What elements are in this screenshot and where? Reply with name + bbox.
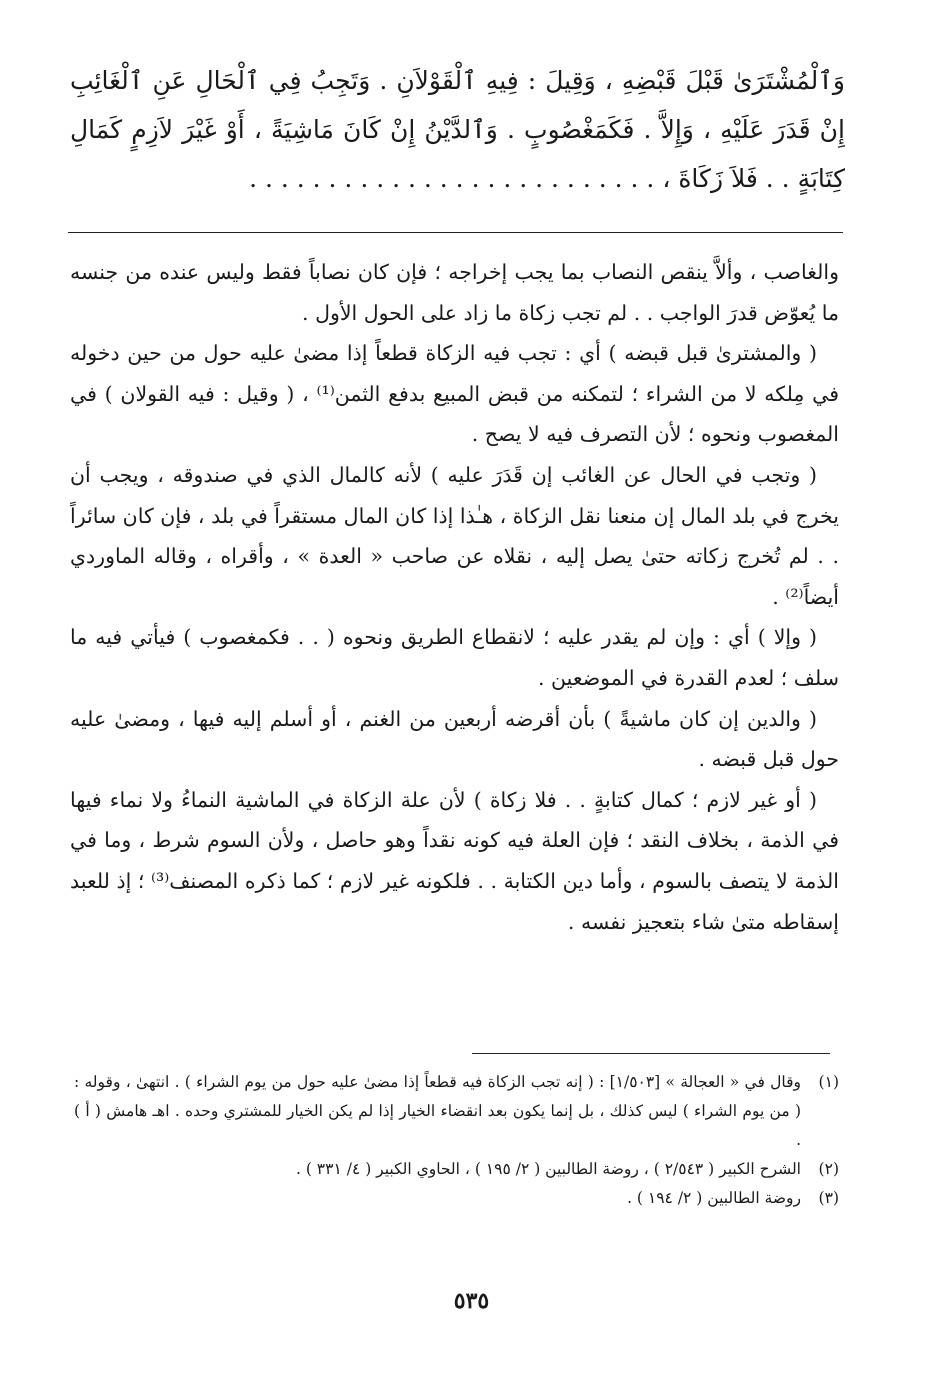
matn-dots: . . . . . . . . . . . . . . . . . . . . . . . . . .: [249, 164, 655, 193]
commentary-paragraph: ( أو غير لازم ؛ كمال كتابةٍ . . فلا زكاة ) لأن علة الزكاة في الماشية النماءُ ولا نماء فيها في الذمة ، بخلاف النقد ؛ فإن العلة فيه كونه نقداً وهو حاصل ، ولأن السوم شرط ، وما في الذمة لا يتصف بالسوم ، وأما دين الكتابة . . فلكونه غير لازم ؛ كما ذكره المصنف⁽³⁾ ؛ إذ للعبد إسقاطه متىٰ شاء بتعجيز نفسه .: [70, 787, 839, 934]
footnote-number: (٣): [818, 1189, 839, 1207]
footnote: [74, 1184, 839, 1213]
footnote-number: (١): [818, 1073, 839, 1091]
matn-body: وَٱلْمُشْتَرَىٰ قَبْلَ قَبْضِهِ ، وَقِيلَ : فِيهِ ٱلْقَوْلاَنِ . وَتَجِبُ فِي ٱلْحَالِ عَنِ ٱلْغَائِبِ إِنْ قَدَرَ عَلَيْهِ ، وَإِلاَّ . فَكَمَغْصُوبٍ . وَٱلدَّيْنُ إِنْ كَانَ مَاشِيَةً ، أَوْ غَيْرَ لاَزِمٍ كَمَالِ كِتَابَةٍ . . فَلاَ زَكَاةَ ،: [70, 66, 845, 193]
commentary-paragraph: ( والمشترىٰ قبل قبضه ) أي : تجب فيه الزكاة قطعاً إذا مضىٰ عليه حول من حين دخوله في مِلكه لا من الشراء ؛ لتمكنه من قبض المبيع بدفع الثمن⁽¹⁾ ، ( وقيل : فيه القولان ) في المغصوب ونحوه ؛ لأن التصرف فيه لا يصح .: [70, 341, 840, 447]
commentary-paragraph: ( والدين إن كان ماشيةً ) بأن أقرضه أربعين من الغنم ، أو أسلم إليه فيها ، ومضىٰ عليه حول قبل قبضه .: [70, 706, 839, 772]
page-number: ٥٣٥: [453, 1288, 490, 1314]
footnote-text: وقال في « العجالة » [١/٥٠٣] : ( إنه تجب الزكاة فيه قطعاً إذا مضىٰ عليه حول من يوم الشراء ) . انتهىٰ ، وقوله : ( من يوم الشراء ) ليس كذلك ، بل إنما يكون بعد انقضاء الخيار إذا لم يكن الخيار للمشتري وحده . اهـ هامش ( أ ) .: [74, 1073, 802, 1149]
footnote: [74, 1155, 839, 1184]
commentary-paragraph: ( وتجب في الحال عن الغائب إن قَدَرَ عليه ) لأنه كالمال الذي في صندوقه ، ويجب أن يخرج في بلد المال إن منعنا نقل الزكاة ، هـٰذا إذا كان المال مستقراً في بلد ، فإن كان سائراً . . لم تُخرج زكاته حتىٰ يصل إليه ، نقلاه عن صاحب « العدة » ، وأقراه ، وقاله الماوردي أيضاً⁽²⁾ .: [70, 462, 839, 609]
footnote-separator-line: [472, 1053, 830, 1054]
footnote-number: (٢): [818, 1160, 839, 1178]
matn-text: [70, 56, 845, 203]
footnote-text: روضة الطالبين ( ٢/ ١٩٤ ) .: [627, 1189, 801, 1207]
footnote: [74, 1068, 839, 1155]
footnotes: [74, 1068, 839, 1213]
footnote-text: الشرح الكبير ( ٢/٥٤٣ ) ، روضة الطالبين ( ٢/ ١٩٥ ) ، الحاوي الكبير ( ٤/ ٣٣١ ) .: [295, 1160, 801, 1178]
commentary-paragraph: والغاصب ، وألاَّ ينقص النصاب بما يجب إخراجه ؛ فإن كان نصاباً فقط وليس عنده من جنسه ما يُعوّض قدرَ الواجب . . لم تجب زكاة ما زاد على الحول الأول .: [70, 260, 839, 325]
commentary-paragraph: ( وإلا ) أي : وإن لم يقدر عليه ؛ لانقطاع الطريق ونحوه ( . . فكمغصوب ) فيأتي فيه ما سلف ؛ لعدم القدرة في الموضعين .: [70, 625, 839, 690]
matn-separator-line: [68, 232, 843, 233]
commentary-text: [70, 252, 839, 942]
